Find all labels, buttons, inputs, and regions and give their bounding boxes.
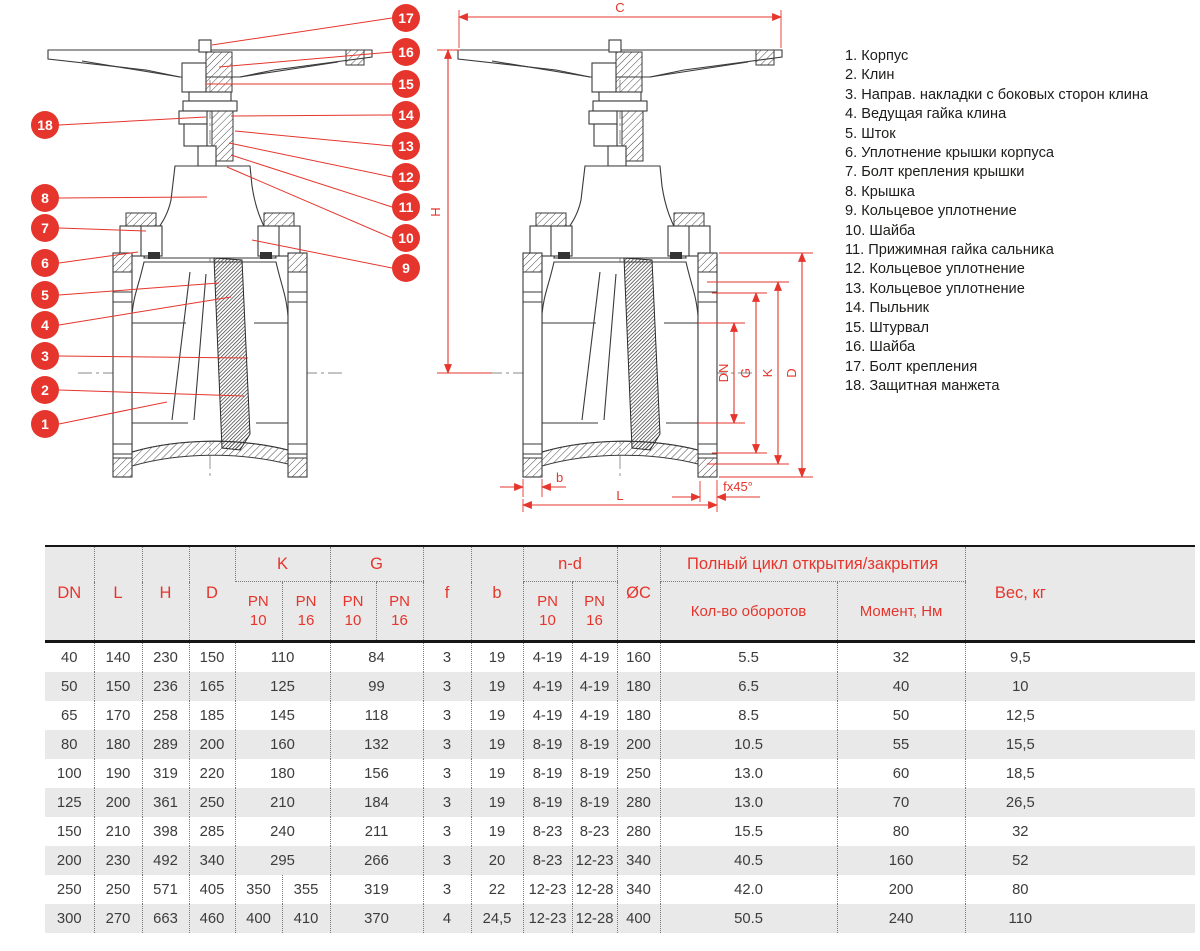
svg-text:6: 6 (41, 255, 49, 271)
dim-label-b: b (556, 470, 564, 485)
col-group-nd: n-d (523, 546, 617, 582)
table-row (45, 904, 1195, 933)
table-cell: 240 (235, 817, 330, 846)
parts-list-item: 15. Штурвал (845, 319, 930, 336)
table-cell: 200 (837, 875, 965, 904)
table-cell: 3 (423, 701, 471, 730)
table-row (45, 730, 1195, 759)
table-cell: 8-19 (572, 759, 617, 788)
table-cell: 84 (330, 642, 423, 673)
col-header-l: L (94, 546, 142, 642)
table-cell: 99 (330, 672, 423, 701)
svg-text:11: 11 (398, 199, 414, 215)
table-cell: 60 (837, 759, 965, 788)
parts-list-item: 12. Кольцевое уплотнение (845, 261, 1025, 278)
table-cell: 405 (189, 875, 235, 904)
table-cell: 118 (330, 701, 423, 730)
table-cell: 10 (965, 672, 1195, 701)
callout-11 (231, 155, 420, 221)
table-cell: 185 (189, 701, 235, 730)
table-row (45, 701, 1195, 730)
table-cell: 19 (471, 730, 523, 759)
parts-list-item: 10. Шайба (845, 222, 916, 239)
table-cell: 285 (189, 817, 235, 846)
table-cell: 8-19 (572, 730, 617, 759)
table-row (45, 846, 1195, 875)
table-cell: 15.5 (660, 817, 837, 846)
table-cell: 184 (330, 788, 423, 817)
table-cell: 150 (189, 642, 235, 673)
table-row (45, 875, 1195, 904)
table-cell: 42.0 (660, 875, 837, 904)
table-cell: 250 (56, 881, 82, 898)
dim-label-dn: DN (716, 363, 731, 383)
svg-text:12: 12 (398, 169, 414, 185)
table-cell: 370 (330, 904, 423, 933)
col-header-torque: Момент, Нм (837, 582, 965, 642)
table-cell: 145 (235, 701, 330, 730)
svg-text:16: 16 (398, 44, 414, 60)
svg-text:17: 17 (398, 10, 414, 26)
table-cell: 19 (471, 672, 523, 701)
table-row (45, 672, 1195, 701)
table-cell: 13.0 (660, 759, 837, 788)
table-cell: 12,5 (965, 701, 1195, 730)
table-cell: 3 (423, 759, 471, 788)
table-cell: 24,5 (471, 904, 523, 933)
table-cell: 460 (189, 904, 235, 933)
dim-label-k: K (760, 368, 775, 378)
table-cell: 80 (965, 875, 1195, 904)
table-cell: 3 (423, 642, 471, 673)
table-cell: 8-23 (523, 817, 572, 846)
table-cell: 170 (94, 701, 142, 730)
table-cell: 22 (471, 875, 523, 904)
table-cell: 200 (617, 730, 660, 759)
table-cell: 300 (56, 910, 82, 927)
table-cell: 280 (617, 788, 660, 817)
table-cell: 4-19 (523, 642, 572, 673)
svg-text:5: 5 (41, 287, 49, 303)
table-cell: 160 (837, 846, 965, 875)
table-cell: 52 (965, 846, 1195, 875)
table-row (45, 642, 1195, 673)
table-cell: 5.5 (660, 642, 837, 673)
col-header-h: H (142, 546, 189, 642)
table-cell: 50 (837, 701, 965, 730)
parts-list-item: 4. Ведущая гайка клина (845, 106, 1007, 123)
table-cell: 19 (471, 759, 523, 788)
table-cell: 8-23 (572, 817, 617, 846)
parts-list-item: 6. Уплотнение крышки корпуса (845, 145, 1054, 162)
svg-text:1: 1 (41, 416, 49, 432)
table-cell: 210 (235, 788, 330, 817)
callout-17 (212, 4, 420, 45)
svg-text:10: 10 (398, 230, 414, 246)
parts-list-item: 14. Пыльник (845, 300, 930, 317)
svg-text:8: 8 (41, 190, 49, 206)
table-cell: 50 (61, 678, 78, 695)
col-group-g: G (330, 546, 423, 582)
svg-text:14: 14 (398, 107, 414, 123)
table-cell: 18,5 (965, 759, 1195, 788)
dim-label-f45: fx45° (723, 479, 753, 494)
table-cell: 80 (837, 817, 965, 846)
table-cell: 240 (837, 904, 965, 933)
table-cell: 3 (423, 875, 471, 904)
table-cell: 65 (61, 707, 78, 724)
table-cell: 220 (189, 759, 235, 788)
table-cell: 266 (330, 846, 423, 875)
table-cell: 4-19 (523, 672, 572, 701)
table-cell: 150 (94, 672, 142, 701)
parts-list-item: 1. Корпус (845, 48, 909, 64)
dim-label-l: L (616, 488, 624, 503)
parts-list-item: 16. Шайба (845, 339, 916, 356)
table-cell: 15,5 (965, 730, 1195, 759)
table-cell: 295 (235, 846, 330, 875)
table-cell: 20 (471, 846, 523, 875)
table-cell: 80 (61, 736, 78, 753)
table-cell: 19 (471, 817, 523, 846)
table-cell: 140 (94, 642, 142, 673)
parts-list-item: 17. Болт крепления (845, 358, 978, 375)
svg-text:2: 2 (41, 382, 49, 398)
callout-13 (235, 131, 420, 160)
table-cell: 160 (235, 730, 330, 759)
table-cell: 250 (189, 788, 235, 817)
table-cell: 19 (471, 642, 523, 673)
dim-label-c: C (615, 0, 625, 15)
table-cell: 180 (617, 701, 660, 730)
table-cell: 400 (617, 904, 660, 933)
table-row (45, 759, 1195, 788)
col-header-f: f (423, 546, 471, 642)
table-cell: 110 (235, 642, 330, 673)
table-cell: 125 (235, 672, 330, 701)
table-cell: 8-23 (523, 846, 572, 875)
table-cell: 289 (142, 730, 189, 759)
col-header-d: D (189, 546, 235, 642)
parts-list (845, 47, 1148, 396)
table-cell: 350 (235, 875, 282, 904)
table-cell: 40 (837, 672, 965, 701)
table-cell: 70 (837, 788, 965, 817)
svg-text:15: 15 (398, 76, 414, 92)
table-cell: 3 (423, 846, 471, 875)
table-cell: 230 (142, 642, 189, 673)
table-cell: 200 (56, 852, 82, 869)
table-cell: 19 (471, 788, 523, 817)
parts-list-item: 13. Кольцевое уплотнение (845, 280, 1025, 297)
table-cell: 132 (330, 730, 423, 759)
svg-text:18: 18 (37, 117, 53, 133)
table-cell: 250 (617, 759, 660, 788)
table-cell: 32 (965, 817, 1195, 846)
table-cell: 26,5 (965, 788, 1195, 817)
svg-text:13: 13 (398, 138, 414, 154)
table-cell: 12-23 (523, 904, 572, 933)
table-cell: 4-19 (572, 642, 617, 673)
table-cell: 12-23 (523, 875, 572, 904)
table-cell: 40 (61, 649, 78, 666)
table-cell: 4 (423, 904, 471, 933)
table-cell: 319 (330, 875, 423, 904)
table-cell: 180 (235, 759, 330, 788)
valve-drawing-left (48, 40, 372, 477)
table-cell: 4-19 (572, 701, 617, 730)
table-cell: 400 (235, 904, 282, 933)
table-cell: 12-23 (572, 846, 617, 875)
table-cell: 8-19 (572, 788, 617, 817)
table-cell: 230 (94, 846, 142, 875)
col-header-k-pn10: PN 10 (247, 593, 269, 629)
table-cell: 571 (142, 875, 189, 904)
table-cell: 200 (94, 788, 142, 817)
col-header-k-pn16: PN 16 (282, 582, 330, 642)
table-cell: 40.5 (660, 846, 837, 875)
col-header-turns: Кол-во оборотов (660, 582, 837, 642)
parts-list-item: 18. Защитная манжета (845, 377, 1000, 394)
table-cell: 280 (617, 817, 660, 846)
col-group-k: K (235, 546, 330, 582)
table-cell: 50.5 (660, 904, 837, 933)
table-cell: 180 (617, 672, 660, 701)
table-cell: 3 (423, 817, 471, 846)
table-cell: 270 (94, 904, 142, 933)
table-row (45, 788, 1195, 817)
table-cell: 410 (282, 904, 330, 933)
table-cell: 340 (189, 846, 235, 875)
table-cell: 258 (142, 701, 189, 730)
svg-text:7: 7 (41, 220, 49, 236)
dim-label-d: D (784, 368, 799, 378)
table-cell: 19 (471, 701, 523, 730)
col-header-nd-pn16: PN 16 (572, 582, 617, 642)
callout-12 (229, 143, 420, 191)
table-cell: 156 (330, 759, 423, 788)
table-cell: 32 (837, 642, 965, 673)
table-cell: 150 (56, 823, 82, 840)
table-cell: 211 (330, 817, 423, 846)
col-header-nd-pn10: PN 10 (523, 582, 572, 642)
table-cell: 3 (423, 788, 471, 817)
table-cell: 210 (94, 817, 142, 846)
parts-list-item: 9. Кольцевое уплотнение (845, 203, 1017, 220)
valve-drawings (0, 0, 840, 535)
dim-label-g: G (738, 367, 753, 379)
table-cell: 4-19 (572, 672, 617, 701)
table-cell: 190 (94, 759, 142, 788)
table-cell: 398 (142, 817, 189, 846)
table-cell: 663 (142, 904, 189, 933)
parts-list-item: 3. Направ. накладки с боковых сторон клина (845, 86, 1149, 103)
table-cell: 361 (142, 788, 189, 817)
parts-list-item: 8. Крышка (845, 183, 915, 200)
table-cell: 340 (617, 875, 660, 904)
parts-list-item: 2. Клин (845, 67, 895, 84)
table-cell: 165 (189, 672, 235, 701)
dim-label-h: H (428, 207, 443, 217)
parts-list-item: 7. Болт крепления крышки (845, 164, 1025, 181)
svg-text:4: 4 (41, 317, 49, 333)
table-cell: 10.5 (660, 730, 837, 759)
table-cell: 12-28 (572, 904, 617, 933)
valve-drawing-right (458, 40, 782, 477)
table-cell: 6.5 (660, 672, 837, 701)
table-cell: 8-19 (523, 759, 572, 788)
col-header-oc: ØC (617, 546, 660, 642)
col-group-cycle: Полный цикл открытия/закрытия (660, 546, 965, 582)
col-header-g-pn16: PN 16 (376, 582, 423, 642)
parts-list-item: 11. Прижимная гайка сальника (845, 242, 1054, 259)
table-cell: 492 (142, 846, 189, 875)
table-cell: 340 (617, 846, 660, 875)
table-cell: 8-19 (523, 730, 572, 759)
svg-text:9: 9 (402, 260, 410, 276)
table-cell: 9,5 (965, 642, 1195, 673)
table-cell: 250 (94, 875, 142, 904)
table-cell: 3 (423, 672, 471, 701)
col-header-b: b (471, 546, 523, 642)
col-header-dn: DN (57, 584, 82, 602)
table-cell: 100 (56, 765, 82, 782)
table-cell: 160 (617, 642, 660, 673)
table-cell: 200 (189, 730, 235, 759)
table-cell: 4-19 (523, 701, 572, 730)
table-cell: 8-19 (523, 788, 572, 817)
col-header-weight: Вес, кг (965, 546, 1195, 642)
table-cell: 180 (94, 730, 142, 759)
table-cell: 125 (56, 794, 82, 811)
table-row (45, 817, 1195, 846)
table-cell: 3 (423, 730, 471, 759)
table-cell: 13.0 (660, 788, 837, 817)
table-cell: 236 (142, 672, 189, 701)
table-cell: 12-28 (572, 875, 617, 904)
table-cell: 8.5 (660, 701, 837, 730)
table-cell: 110 (965, 904, 1195, 933)
table-cell: 355 (282, 875, 330, 904)
col-header-g-pn10: PN 10 (330, 582, 376, 642)
parts-list-item: 5. Шток (845, 125, 896, 142)
table-cell: 319 (142, 759, 189, 788)
svg-text:3: 3 (41, 348, 49, 364)
table-cell: 55 (837, 730, 965, 759)
callout-14 (231, 101, 420, 129)
dimensions-table (45, 545, 1195, 933)
